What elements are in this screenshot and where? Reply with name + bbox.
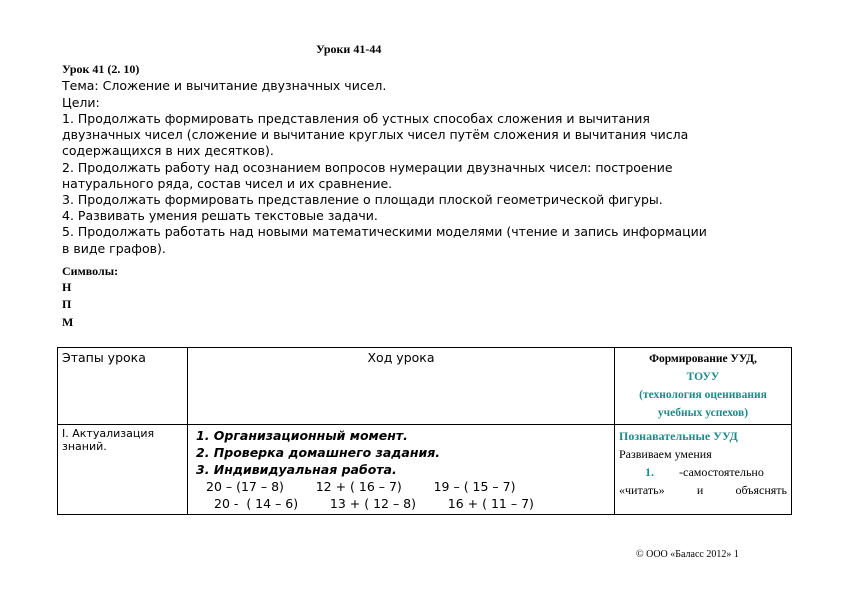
lesson-table (57, 347, 792, 515)
table-header-row (58, 348, 792, 425)
document-title: Уроки 41-44 (316, 42, 382, 56)
symbol-item: Н (62, 280, 72, 294)
uud-number: 1. (645, 465, 654, 479)
lesson-number: Урок 41 (2. 10) (62, 62, 140, 76)
uud-word: «читать» (619, 483, 665, 497)
goal-line: содержащихся в них десятков). (62, 143, 274, 159)
goal-line: двузначных чисел (сложение и вычитание круглых чисел путём сложения и вычитания числа (62, 127, 689, 143)
uud-text: Развиваем умения (619, 447, 712, 461)
stage-text: знаний. (62, 440, 107, 453)
header-uud (615, 348, 792, 425)
goal-line: в виде графов). (62, 240, 166, 256)
goal-line: 4. Развивать умения решать текстовые задачи. (62, 208, 378, 224)
page-footer: © ООО «Баласс 2012» 1 (636, 549, 739, 560)
uud-title: Познавательные УУД (619, 429, 738, 443)
stage-text: I. Актуализация (62, 427, 155, 440)
stage-cell (58, 425, 188, 515)
goal-line: 3. Продолжать формировать представление о площади плоской геометрической фигуры. (62, 192, 663, 208)
uud-text (619, 481, 787, 499)
uud-word: и (696, 483, 704, 497)
goals-label: Цели: (62, 95, 100, 110)
header-stages: Этапы урока (58, 348, 188, 425)
expression-line: 20 – (17 – 8) 12 + ( 16 – 7) 19 – ( 15 – 7) (206, 479, 516, 494)
uud-cell (615, 425, 792, 515)
goal-line: 2. Продолжать работу над осознанием вопросов нумерации двузначных чисел: построение (62, 159, 673, 175)
header-touu: ТОУУ (686, 371, 720, 383)
header-uud-line: учебных успехов) (657, 407, 749, 419)
header-uud-line: Формирование УУД, (649, 353, 757, 365)
table-row (58, 425, 792, 515)
header-process: Ход урока (188, 348, 615, 425)
lesson-topic: Тема: Сложение и вычитание двузначных чисел. (62, 78, 387, 93)
uud-text: -самостоятельно (679, 465, 764, 479)
lesson-step: 1. Организационный момент. (196, 428, 408, 443)
uud-text (619, 463, 787, 481)
symbol-item: М (62, 315, 74, 329)
process-cell (188, 425, 615, 515)
goals-list (62, 111, 792, 257)
symbols-label: Символы: (62, 264, 119, 278)
goal-line: 5. Продолжать работать над новыми математическими моделями (чтение и запись информации (62, 224, 707, 240)
goal-line: натурального ряда, состав чисел и их сравнение. (62, 175, 393, 191)
goal-line: 1. Продолжать формировать представления об устных способах сложения и вычитания (62, 111, 650, 126)
symbol-item: П (62, 297, 72, 311)
lesson-step: 3. Индивидуальная работа. (196, 462, 397, 477)
uud-word: объяснять (735, 483, 787, 497)
header-uud-line: (технология оценивания (639, 389, 767, 401)
expression-line: 20 - ( 14 – 6) 13 + ( 12 – 8) 16 + ( 11 – 7) (214, 496, 534, 511)
lesson-step: 2. Проверка домашнего задания. (196, 445, 440, 460)
